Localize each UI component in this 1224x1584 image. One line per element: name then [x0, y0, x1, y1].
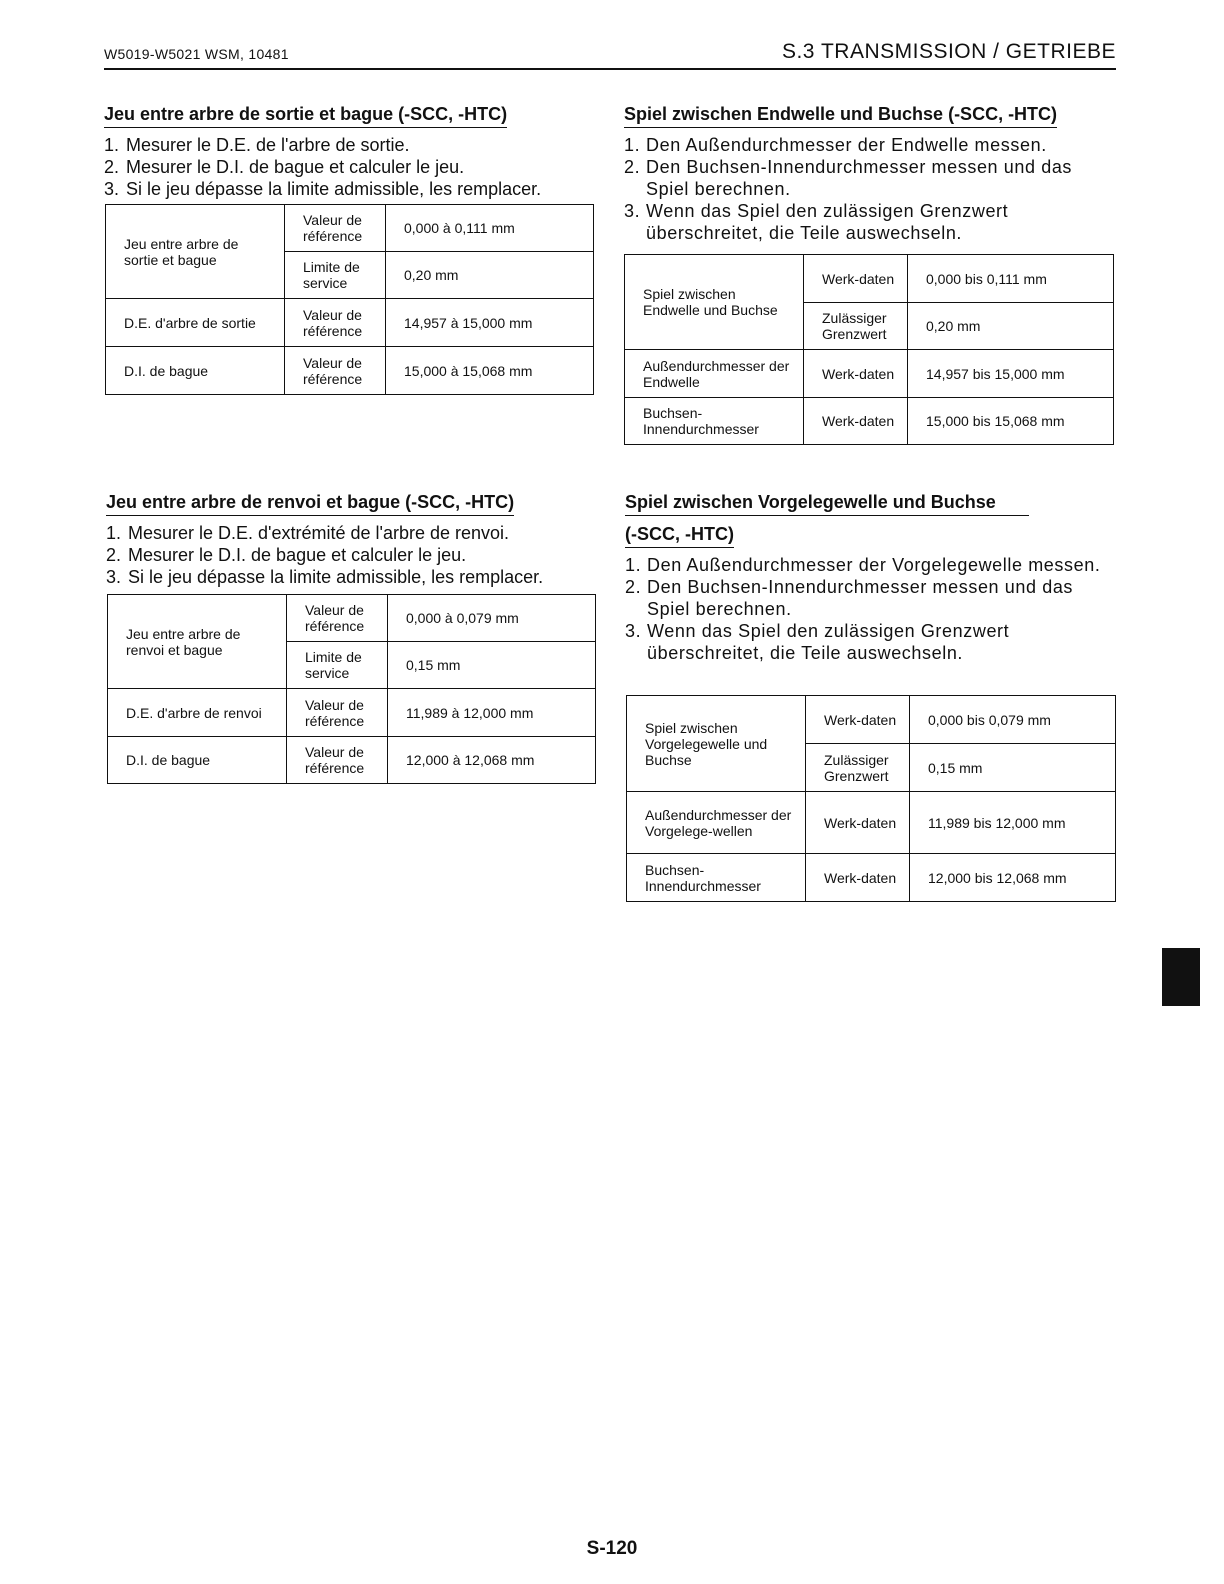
spec-label: D.E. d'arbre de renvoi [108, 689, 287, 737]
document-id: W5019-W5021 WSM, 10481 [104, 46, 289, 62]
spec-kind: Werk-daten [804, 255, 908, 303]
de-output-spec-table [624, 254, 1114, 445]
step-item: 2. Den Buchsen-Innendurchmesser messen und das Spiel berechnen. [625, 577, 1074, 619]
fr-counter-spec-table [107, 594, 596, 784]
de-output-shaft-section [624, 102, 1114, 244]
spec-value: 0,000 à 0,079 mm [388, 595, 596, 642]
step-item: 3. Si le jeu dépasse la limite admissible, les remplacer. [106, 567, 544, 587]
fr-output-steps [104, 134, 592, 200]
spec-value: 15,000 bis 15,068 mm [908, 398, 1114, 445]
spec-kind: Valeur de référence [285, 347, 386, 395]
de-output-steps [624, 134, 1114, 244]
spec-value: 11,989 à 12,000 mm [388, 689, 596, 737]
step-item: 1. Den Außendurchmesser der Endwelle messen. [624, 135, 1047, 155]
de-output-title: Spiel zwischen Endwelle und Buchse (-SCC, -HTC) [624, 102, 1057, 128]
table-row [108, 689, 596, 737]
de-counter-spec-table [626, 695, 1116, 902]
step-item: 1. Mesurer le D.E. de l'arbre de sortie. [104, 135, 410, 155]
fr-output-spec-table [105, 204, 594, 395]
page-number: S-120 [586, 1538, 638, 1559]
spec-label: Buchsen-Innendurchmesser [627, 854, 806, 902]
spec-value: 0,15 mm [388, 642, 596, 689]
step-item: 1. Den Außendurchmesser der Vorgelegewelle messen. [625, 555, 1101, 575]
spec-label: Spiel zwischen Endwelle und Buchse [625, 255, 804, 350]
spec-value: 0,000 bis 0,111 mm [908, 255, 1114, 303]
de-counter-steps [625, 554, 1115, 664]
spec-kind: Valeur de référence [287, 689, 388, 737]
step-item: 1. Mesurer le D.E. d'extrémité de l'arbre de renvoi. [106, 523, 510, 543]
step-item: 2. Mesurer le D.I. de bague et calculer le jeu. [106, 545, 467, 565]
table-row [625, 255, 1114, 303]
spec-label: Außendurchmesser der Vorgelege-wellen [627, 792, 806, 854]
section-title: S.3 TRANSMISSION / GETRIEBE [781, 40, 1116, 63]
table-row [627, 792, 1116, 854]
table-row [106, 205, 594, 252]
section-tab-marker [1162, 948, 1200, 1006]
spec-kind: Valeur de référence [287, 595, 388, 642]
step-item: 2. Den Buchsen-Innendurchmesser messen und das Spiel berechnen. [624, 157, 1073, 199]
spec-kind: Valeur de référence [287, 737, 388, 784]
spec-kind: Limite de service [287, 642, 388, 689]
de-counter-title-suffix: (-SCC, -HTC) [625, 522, 734, 548]
table-row [108, 737, 596, 784]
spec-label: D.E. d'arbre de sortie [106, 299, 285, 347]
spec-label: Jeu entre arbre de renvoi et bague [108, 595, 287, 689]
spec-kind: Werk-daten [806, 696, 910, 744]
spec-value: 0,000 bis 0,079 mm [910, 696, 1116, 744]
step-item: 3. Si le jeu dépasse la limite admissible, les remplacer. [104, 179, 542, 199]
spec-label: D.I. de bague [108, 737, 287, 784]
spec-value: 14,957 à 15,000 mm [386, 299, 594, 347]
spec-value: 15,000 à 15,068 mm [386, 347, 594, 395]
table-row [108, 595, 596, 642]
spec-label: Buchsen-Innendurchmesser [625, 398, 804, 445]
spec-value: 0,000 à 0,111 mm [386, 205, 594, 252]
spec-kind: Limite de service [285, 252, 386, 299]
spec-kind: Valeur de référence [285, 205, 386, 252]
fr-output-title: Jeu entre arbre de sortie et bague (-SCC, -HTC) [104, 102, 507, 128]
step-item: 3. Wenn das Spiel den zulässigen Grenzwert überschreitet, die Teile auswechseln. [624, 201, 1009, 243]
spec-value: 0,15 mm [910, 744, 1116, 792]
fr-output-shaft-section [104, 102, 592, 200]
spec-kind: Valeur de référence [285, 299, 386, 347]
spec-value: 12,000 à 12,068 mm [388, 737, 596, 784]
table-row [106, 347, 594, 395]
spec-kind: Zulässiger Grenzwert [806, 744, 910, 792]
step-item: 2. Mesurer le D.I. de bague et calculer le jeu. [104, 157, 465, 177]
fr-counter-steps [106, 522, 594, 588]
de-counter-shaft-section [625, 490, 1115, 664]
spec-label: D.I. de bague [106, 347, 285, 395]
de-counter-title: Spiel zwischen Vorgelegewelle und Buchse [625, 490, 1029, 516]
spec-value: 11,989 bis 12,000 mm [910, 792, 1116, 854]
step-item: 3. Wenn das Spiel den zulässigen Grenzwert überschreitet, die Teile auswechseln. [625, 621, 1010, 663]
spec-label: Jeu entre arbre de sortie et bague [106, 205, 285, 299]
table-row [625, 350, 1114, 398]
spec-label: Spiel zwischen Vorgelegewelle und Buchse [627, 696, 806, 792]
spec-kind: Werk-daten [806, 792, 910, 854]
fr-counter-shaft-section [106, 490, 594, 588]
spec-value: 12,000 bis 12,068 mm [910, 854, 1116, 902]
table-row [627, 696, 1116, 744]
fr-counter-title: Jeu entre arbre de renvoi et bague (-SCC, -HTC) [106, 490, 514, 516]
spec-kind: Zulässiger Grenzwert [804, 303, 908, 350]
spec-kind: Werk-daten [804, 350, 908, 398]
page-header [104, 40, 1116, 70]
table-row [625, 398, 1114, 445]
table-row [106, 299, 594, 347]
spec-value: 0,20 mm [386, 252, 594, 299]
spec-kind: Werk-daten [806, 854, 910, 902]
spec-value: 0,20 mm [908, 303, 1114, 350]
spec-label: Außendurchmesser der Endwelle [625, 350, 804, 398]
table-row [627, 854, 1116, 902]
spec-value: 14,957 bis 15,000 mm [908, 350, 1114, 398]
spec-kind: Werk-daten [804, 398, 908, 445]
